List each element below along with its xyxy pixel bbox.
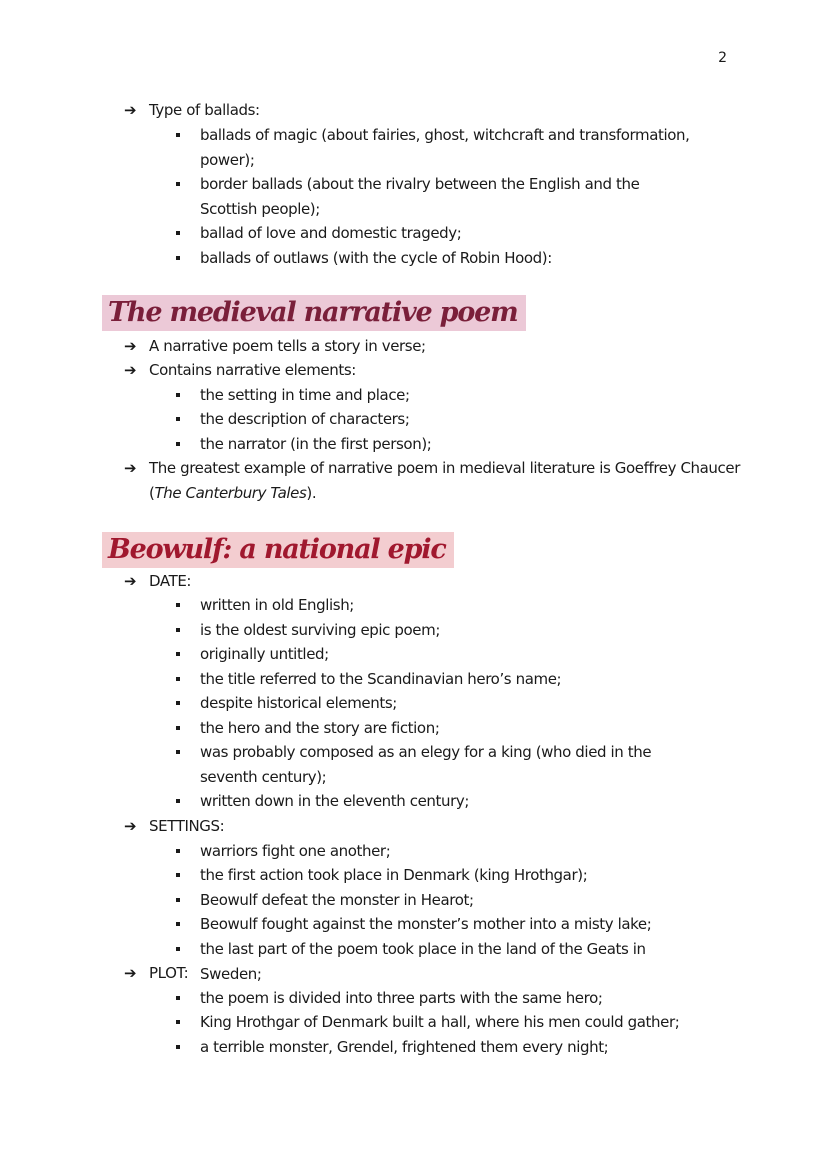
arrow-icon: ➔ [124, 101, 137, 119]
bullet-icon [176, 133, 180, 137]
list-item: was probably composed as an elegy for a king (who died in the seventh century); [172, 740, 692, 789]
bullet-icon [176, 417, 180, 421]
list-item: the first action took place in Denmark (king Hrothgar); [172, 863, 692, 888]
list-item: ➔ The greatest example of narrative poem in medieval literature is Goeffrey Chaucer (The Canterbury Tales). [124, 456, 764, 505]
arrow-icon: ➔ [124, 337, 137, 355]
list-item: written down in the eleventh century; [172, 789, 692, 814]
bullet-icon [176, 1020, 180, 1024]
list-item: the last part of the poem took place in the land of the Geats in Sweden; [172, 937, 692, 986]
list-item: the title referred to the Scandinavian hero’s name; [172, 667, 692, 692]
bullet-icon [176, 393, 180, 397]
bullet-icon [176, 628, 180, 632]
list-item: ballads of outlaws (with the cycle of Robin Hood): [172, 246, 692, 271]
list-item: despite historical elements; [172, 691, 692, 716]
bullet-icon [176, 603, 180, 607]
list-item: ➔ A narrative poem tells a story in verse; [124, 334, 724, 359]
arrow-icon: ➔ [124, 459, 137, 477]
list-item: the hero and the story are fiction; [172, 716, 692, 741]
bullet-icon [176, 231, 180, 235]
list-item: a terrible monster, Grendel, frightened them every night; [172, 1035, 692, 1060]
book-title: The Canterbury Tales [154, 483, 307, 502]
list-item: warriors fight one another; [172, 839, 692, 864]
bullet-icon [176, 873, 180, 877]
arrow-icon: ➔ [124, 964, 137, 982]
list-item: originally untitled; [172, 642, 692, 667]
list-item: ➔ DATE: [124, 569, 724, 594]
arrow-icon: ➔ [124, 572, 137, 590]
ballads-heading: Type of ballads: [149, 101, 260, 119]
bullet-icon [176, 898, 180, 902]
bullet-icon [176, 849, 180, 853]
list-item: Beowulf defeat the monster in Hearot; [172, 888, 692, 913]
bullet-icon [176, 256, 180, 260]
list-item [124, 98, 724, 123]
bullet-icon [176, 652, 180, 656]
bullet-icon [176, 750, 180, 754]
bullet-icon [176, 726, 180, 730]
arrow-icon: ➔ [124, 361, 137, 379]
arrow-icon: ➔ [124, 817, 137, 835]
list-item: the narrator (in the first person); [172, 432, 692, 457]
section-heading: The medieval narrative poem [102, 295, 526, 331]
list-item: King Hrothgar of Denmark built a hall, where his men could gather; [172, 1010, 692, 1035]
list-item: the poem is divided into three parts with the same hero; [172, 986, 692, 1011]
bullet-icon [176, 947, 180, 951]
list-item: Beowulf fought against the monster’s mother into a misty lake; [172, 912, 692, 937]
bullet-icon [176, 799, 180, 803]
bullet-icon [176, 182, 180, 186]
bullet-icon [176, 922, 180, 926]
page-number: 2 [718, 50, 727, 66]
list-item: is the oldest surviving epic poem; [172, 618, 692, 643]
list-item: written in old English; [172, 593, 692, 618]
list-item: ➔ SETTINGS: [124, 814, 724, 839]
section-heading: Beowulf: a national epic [102, 532, 454, 568]
bullet-icon [176, 442, 180, 446]
list-item: the setting in time and place; [172, 383, 692, 408]
bullet-icon [176, 677, 180, 681]
list-item: border ballads (about the rivalry between the English and the Scottish people); [172, 172, 692, 221]
bullet-icon [176, 701, 180, 705]
list-item: ➔ Contains narrative elements: [124, 358, 724, 383]
list-item: the description of characters; [172, 407, 692, 432]
bullet-icon [176, 996, 180, 1000]
list-item: ➔ PLOT: [124, 961, 724, 986]
list-item: ballad of love and domestic tragedy; [172, 221, 692, 246]
bullet-icon [176, 1045, 180, 1049]
list-item: ballads of magic (about fairies, ghost, witchcraft and transformation, power); [172, 123, 692, 172]
